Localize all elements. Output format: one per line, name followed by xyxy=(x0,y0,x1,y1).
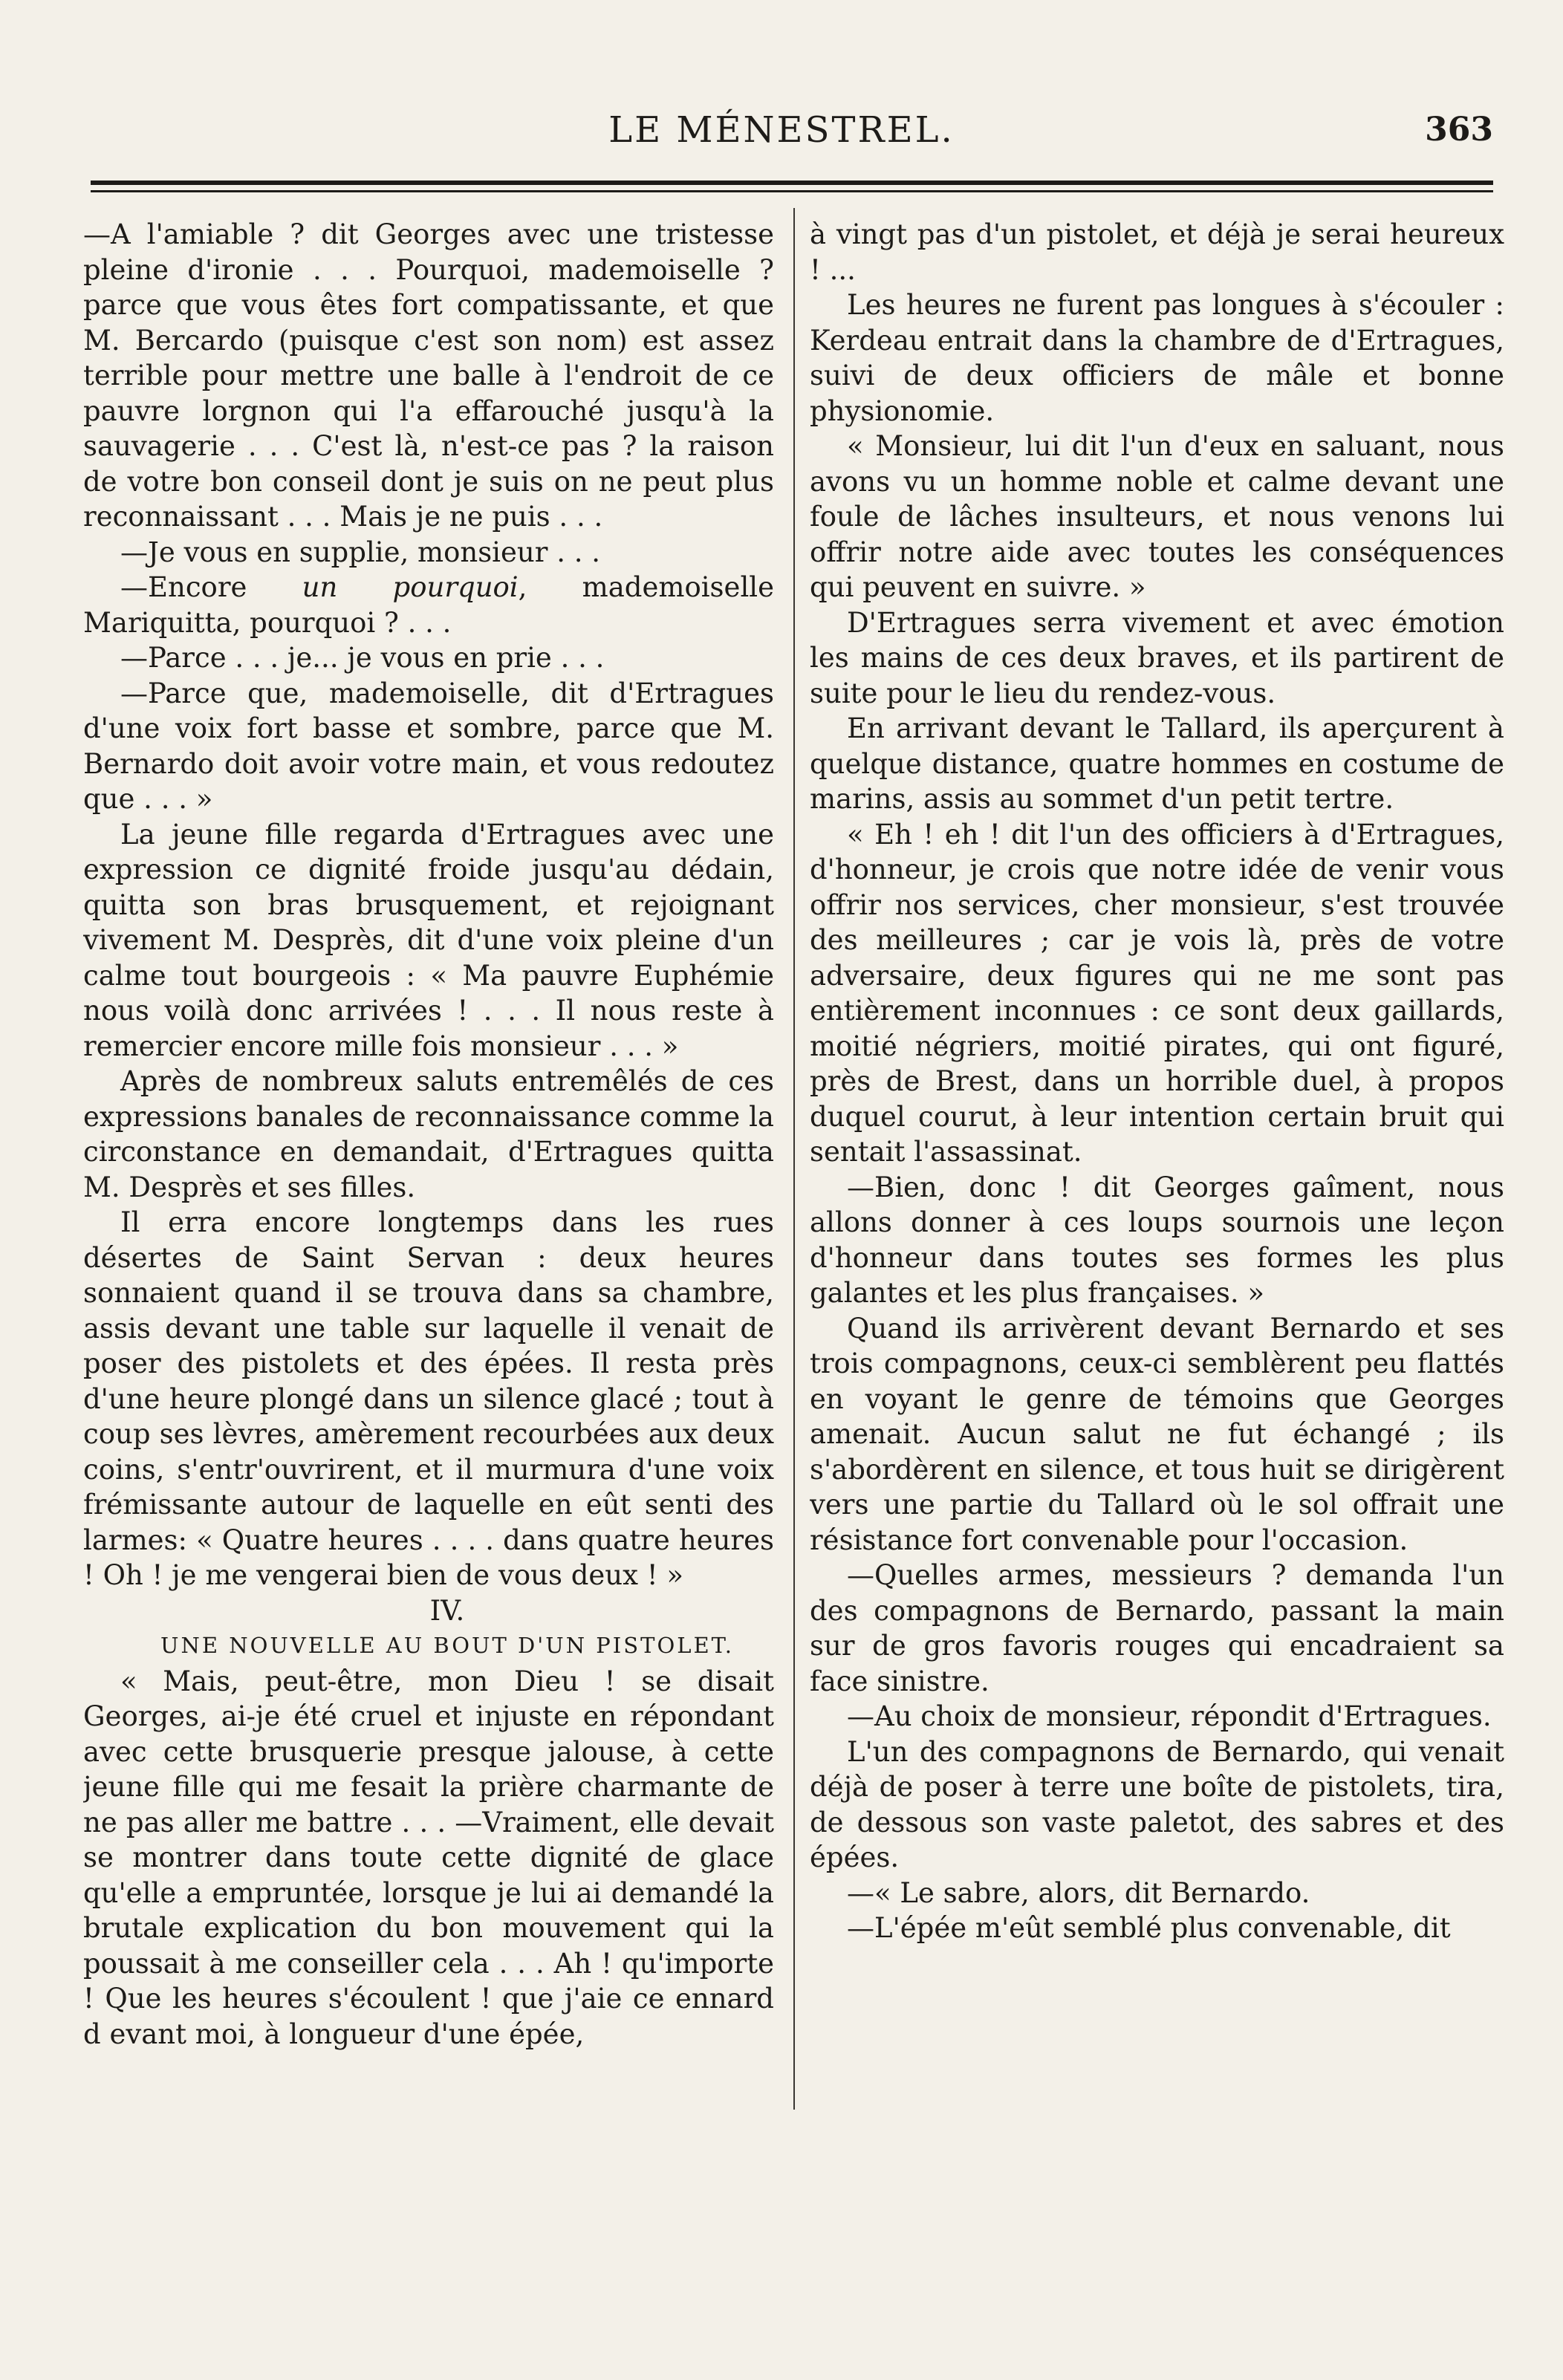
paragraph: —A l'amiable ? dit Georges avec une tristesse pleine d'ironie . . . Pourquoi, mademoiselle ? parce que vous êtes fort compatissante, et que M. Bercardo (puisque c'est son nom) est assez terrible pour mettre une balle à l'endroit de ce pauvre lorgnon qui l'a effarouché jusqu'à la sauvagerie . . . C'est là, n'est-ce pas ? la raison de votre bon conseil dont je suis on ne peut plus reconnaissant . . . Mais je ne puis . . . xyxy=(83,218,774,533)
right-column xyxy=(810,217,1504,2356)
paragraph: « Mais, peut-être, mon Dieu ! se disait Georges, ai-je été cruel et injuste en répondant avec cette brusquerie presque jalouse, à cette jeune fille qui me fesait la prière charmante de ne pas aller me battre . . . —Vraiment, elle devait se montrer dans toute cette dignité de glace qu'elle a empruntée, lorsque je lui ai demandé la brutale explication du bon mouvement qui la poussait à me conseiller cela . . . Ah ! qu'importe ! Que les heures s'écoulent ! que j'aie ce ennard d evant moi, à longueur d'une épée, xyxy=(83,1665,774,2050)
header-rule-thick xyxy=(91,181,1493,185)
paragraph: à vingt pas d'un pistolet, et déjà je serai heureux ! ... xyxy=(810,218,1504,286)
left-column xyxy=(83,217,774,2356)
paragraph: —Quelles armes, messieurs ? demanda l'un des compagnons de Bernardo, passant la main sur de gros favoris rouges qui encadraient sa face sinistre. xyxy=(810,1559,1504,1697)
paragraph: La jeune fille regarda d'Ertragues avec une expression ce dignité froide jusqu'au dédain, quitta son bras brusquement, et rejoignant vivement M. Desprès, dit d'une voix pleine d'un calme tout bourgeois : « Ma pauvre Euphémie nous voilà donc arrivées ! . . . Il nous reste à remercier encore mille fois monsieur . . . » xyxy=(83,818,774,1062)
paragraph: —Au choix de monsieur, répondit d'Ertragues. xyxy=(847,1700,1492,1732)
text-run: —Encore xyxy=(120,571,302,603)
running-title: LE MÉNESTREL. xyxy=(608,109,955,151)
paragraph: —L'épée m'eût semblé plus convenable, dit xyxy=(847,1912,1451,1944)
column-divider xyxy=(793,208,795,2110)
paragraph: —Parce que, mademoiselle, dit d'Ertragues d'une voix fort basse et sombre, parce que M. Bernardo doit avoir votre main, et vous redoutez que . . . » xyxy=(83,677,774,815)
paragraph: Après de nombreux saluts entremêlés de ces expressions banales de reconnaissance comme la circonstance en demandait, d'Ertragues quitta M. Desprès et ses filles. xyxy=(83,1065,774,1203)
text-run: , mademoiselle Mariquitta, pourquoi ? . . . xyxy=(83,571,774,639)
paragraph: Il erra encore longtemps dans les rues désertes de Saint Servan : deux heures sonnaient quand il se trouva dans sa chambre, assis devant une table sur laquelle il venait de poser des pistolets et des épées. Il resta près d'une heure plongé dans un silence glacé ; tout à coup ses lèvres, amèrement recourbées aux deux coins, s'entr'ouvrirent, et il murmura d'une voix frémissante autour de laquelle en eût senti des larmes: « Quatre heures . . . . dans quatre heures ! Oh ! je me vengerai bien de vous deux ! » xyxy=(83,1206,774,1591)
paragraph: En arrivant devant le Tallard, ils aperçurent à quelque distance, quatre hommes en costume de marins, assis au sommet d'un petit tertre. xyxy=(810,712,1504,815)
paragraph: —Parce . . . je... je vous en prie . . . xyxy=(120,642,605,674)
page-header xyxy=(0,104,1563,156)
section-title: UNE NOUVELLE AU BOUT D'UN PISTOLET. xyxy=(160,1633,734,1658)
section-number: IV. xyxy=(429,1594,465,1627)
paragraph: D'Ertragues serra vivement et avec émotion les mains de ces deux braves, et ils partirent de suite pour le lieu du rendez-vous. xyxy=(810,606,1504,709)
paragraph: Les heures ne furent pas longues à s'écouler : Kerdeau entrait dans la chambre de d'Ertragues, suivi de deux officiers de mâle et bonne physionomie. xyxy=(810,289,1504,427)
paragraph: —Je vous en supplie, monsieur . . . xyxy=(120,536,601,568)
page-number: 363 xyxy=(1425,111,1493,149)
paragraph xyxy=(83,570,774,640)
paragraph: —Bien, donc ! dit Georges gaîment, nous allons donner à ces loups sournois une leçon d'honneur dans toutes ses formes les plus galantes et les plus françaises. » xyxy=(810,1171,1504,1309)
paragraph: L'un des compagnons de Bernardo, qui venait déjà de poser à terre une boîte de pistolets, tira, de dessous son vaste paletot, des sabres et des épées. xyxy=(810,1735,1504,1873)
header-rule-thin xyxy=(91,190,1493,192)
paragraph: Quand ils arrivèrent devant Bernardo et ses trois compagnons, ceux-ci semblèrent peu flattés en voyant le genre de témoins que Georges amenait. Aucun salut ne fut échangé ; ils s'abordèrent en silence, et tous huit se dirigèrent vers une partie du Tallard où le sol offrait une résistance fort convenable pour l'occasion. xyxy=(810,1312,1504,1556)
italic-phrase: un pourquoi xyxy=(302,571,519,603)
paragraph: —« Le sabre, alors, dit Bernardo. xyxy=(847,1876,1310,1909)
paragraph: « Monsieur, lui dit l'un d'eux en saluant, nous avons vu un homme noble et calme devant une foule de lâches insulteurs, et nous venons lui offrir notre aide avec toutes les conséquences qui peuvent en suivre. » xyxy=(810,430,1504,603)
paragraph: « Eh ! eh ! dit l'un des officiers à d'Ertragues, d'honneur, je crois que notre idée de venir vous offrir nos services, cher monsieur, s'est trouvée des meilleures ; car je vois là, près de votre adversaire, deux figures qui ne me sont pas entièrement inconnues : ce sont deux gaillards, moitié négriers, moitié pirates, qui ont figuré, près de Brest, dans un horrible duel, à propos duquel courut, à leur intention certain bruit qui sentait l'assassinat. xyxy=(810,818,1504,1168)
